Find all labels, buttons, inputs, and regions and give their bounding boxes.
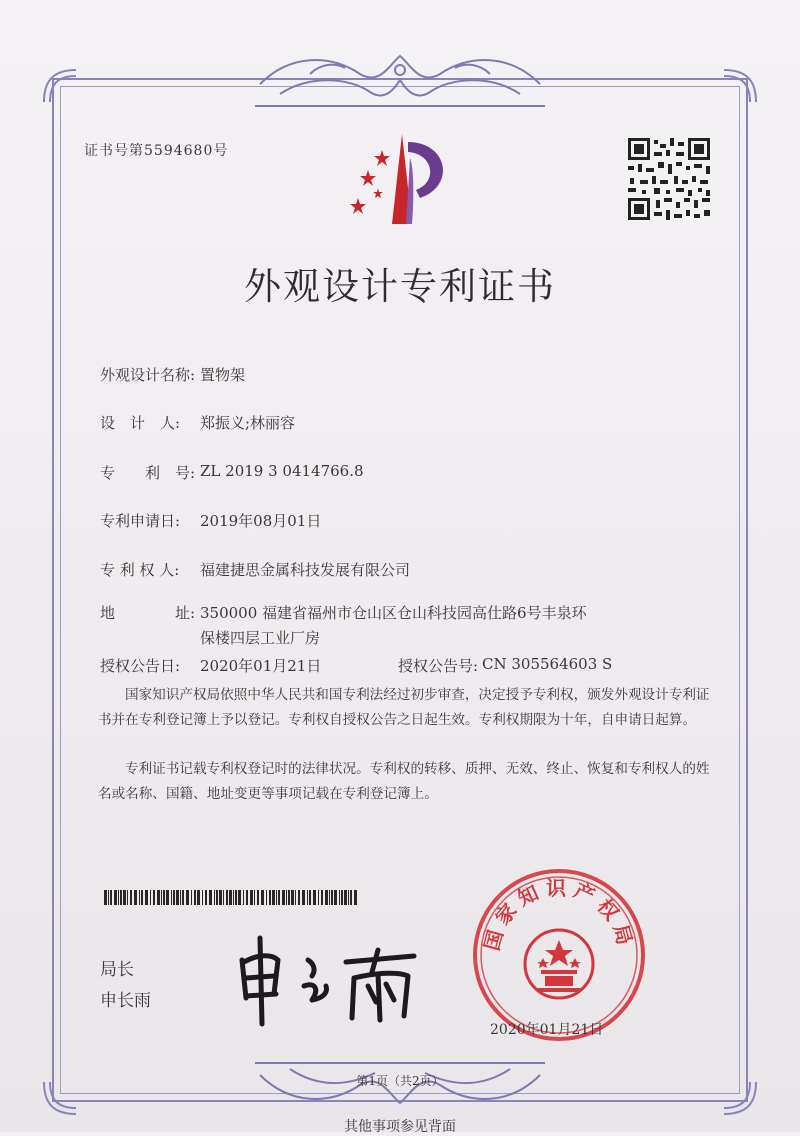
barcode-bar <box>321 890 323 905</box>
barcode-bar <box>171 890 172 905</box>
barcode-bar <box>276 890 277 905</box>
barcode-bar <box>233 890 234 905</box>
barcode-bar <box>214 890 215 905</box>
barcode-icon <box>104 890 360 905</box>
barcode-bar <box>278 890 280 905</box>
certificate-number: 证书号第5594680号 <box>84 143 229 159</box>
field-value-address: 350000 福建省福州市仓山区仓山科技园高仕路6号丰泉环 <box>200 604 587 622</box>
barcode-bar <box>341 890 343 905</box>
director-title: 局长 <box>100 960 134 980</box>
barcode-bar <box>257 890 259 905</box>
barcode-bar <box>309 890 311 905</box>
field-value-grant-date: 2020年01月21日 <box>200 657 322 675</box>
seal-date: 2020年01月21日 <box>490 1022 604 1038</box>
barcode-bar <box>329 890 330 905</box>
barcode-bar <box>288 890 290 905</box>
barcode-bar <box>194 890 196 905</box>
barcode-bar <box>197 890 200 905</box>
field-value-address-line2: 保楼四层工业厂房 <box>200 629 321 647</box>
field-value-application-date: 2019年08月01日 <box>200 512 322 530</box>
patent-office-logo-icon <box>338 128 458 228</box>
barcode-bar <box>246 890 248 905</box>
field-value-designer: 郑振义;林丽容 <box>200 414 296 432</box>
barcode-bar <box>110 890 112 905</box>
corner-ornament-icon <box>40 66 80 106</box>
barcode-bar <box>261 890 264 905</box>
barcode-bar <box>334 890 337 905</box>
barcode-bar <box>161 890 162 905</box>
barcode-bar <box>141 890 143 905</box>
barcode-bar <box>344 890 347 905</box>
footer-note: 其他事项参见背面 <box>344 1119 456 1135</box>
barcode-bar <box>205 890 207 905</box>
barcode-bar <box>108 890 109 905</box>
field-label-application-date: 专利申请日: <box>100 512 181 530</box>
field-value-announcement-number: CN 305564603 S <box>482 655 613 673</box>
field-label-design-name: 外观设计名称: <box>100 366 196 384</box>
barcode-bar <box>120 890 122 905</box>
body-paragraph-text: 国家知识产权局依照中华人民共和国专利法经过初步审查，决定授予专利权，颁发外观设计专利证书并在专利登记簿上予以登记。专利权自授权公告之日起生效。专利权期限为十年，自申请日起算。 <box>98 687 710 728</box>
barcode-bar <box>127 890 128 905</box>
barcode-bar <box>118 890 119 905</box>
official-seal-icon <box>470 866 648 1044</box>
barcode-bar <box>186 890 189 905</box>
field-value-patentee: 福建捷思金属科技发展有限公司 <box>200 561 411 579</box>
body-paragraph <box>98 683 710 733</box>
barcode-bar <box>202 890 203 905</box>
barcode-bar <box>219 890 222 905</box>
barcode-bar <box>291 890 294 905</box>
barcode-bar <box>302 890 305 905</box>
barcode-bar <box>216 890 218 905</box>
barcode-bar <box>191 890 192 905</box>
body-paragraph-text: 专利证书记载专利权登记时的法律状况。专利权的转移、质押、无效、终止、恢复和专利权人的姓名或名称、国籍、地址变更等事项记载在专利登记簿上。 <box>98 761 710 802</box>
director-name: 申长雨 <box>100 991 151 1011</box>
top-ornament-icon <box>250 44 550 114</box>
barcode-bar <box>250 890 253 905</box>
barcode-bar <box>153 890 155 905</box>
certificate-title: 外观设计专利证书 <box>244 265 556 308</box>
barcode-bar <box>286 890 287 905</box>
barcode-bar <box>254 890 255 905</box>
barcode-bar <box>266 890 267 905</box>
page-indicator: 第1页（共2页） <box>356 1074 444 1088</box>
barcode-bar <box>166 890 169 905</box>
barcode-bar <box>298 890 300 905</box>
body-paragraph <box>98 757 710 807</box>
barcode-bar <box>295 890 296 905</box>
barcode-bar <box>307 890 308 905</box>
field-label-patent-number: 专 利 号: <box>100 464 196 482</box>
barcode-bar <box>130 890 132 905</box>
barcode-bar <box>238 890 241 905</box>
barcode-bar <box>176 890 179 905</box>
seal-text: 国家知识产权局 <box>479 876 639 954</box>
field-value-design-name: 置物架 <box>200 366 246 384</box>
qr-code-icon <box>626 136 712 222</box>
barcode-bar <box>180 890 181 905</box>
field-label-announcement-number: 授权公告号: <box>398 657 479 675</box>
barcode-bar <box>318 890 319 905</box>
barcode-bar <box>145 890 148 905</box>
barcode-bar <box>243 890 244 905</box>
barcode-bar <box>350 890 352 905</box>
barcode-bar <box>134 890 137 905</box>
barcode-bar <box>331 890 333 905</box>
director-signature-icon <box>228 920 428 1030</box>
barcode-bar <box>150 890 151 905</box>
field-label-patentee: 专 利 权 人: <box>100 561 180 579</box>
barcode-bar <box>348 890 349 905</box>
barcode-bar <box>325 890 328 905</box>
barcode-bar <box>282 890 285 905</box>
barcode-bar <box>114 890 117 905</box>
field-label-grant-date: 授权公告日: <box>100 657 181 675</box>
barcode-bar <box>163 890 165 905</box>
field-label-designer: 设 计 人: <box>100 414 181 432</box>
barcode-bar <box>313 890 316 905</box>
barcode-bar <box>229 890 232 905</box>
barcode-bar <box>269 890 271 905</box>
field-label-address: 地 址: <box>100 604 196 622</box>
barcode-bar <box>182 890 184 905</box>
corner-ornament-icon <box>720 66 760 106</box>
barcode-bar <box>272 890 275 905</box>
barcode-bar <box>139 890 140 905</box>
barcode-bar <box>173 890 175 905</box>
barcode-bar <box>226 890 228 905</box>
barcode-bar <box>123 890 126 905</box>
barcode-bar <box>235 890 237 905</box>
barcode-bar <box>104 890 107 905</box>
barcode-bar <box>223 890 224 905</box>
barcode-bar <box>157 890 160 905</box>
field-value-patent-number: ZL 2019 3 0414766.8 <box>200 462 364 480</box>
barcode-bar <box>354 890 357 905</box>
barcode-bar <box>339 890 340 905</box>
barcode-bar <box>209 890 212 905</box>
